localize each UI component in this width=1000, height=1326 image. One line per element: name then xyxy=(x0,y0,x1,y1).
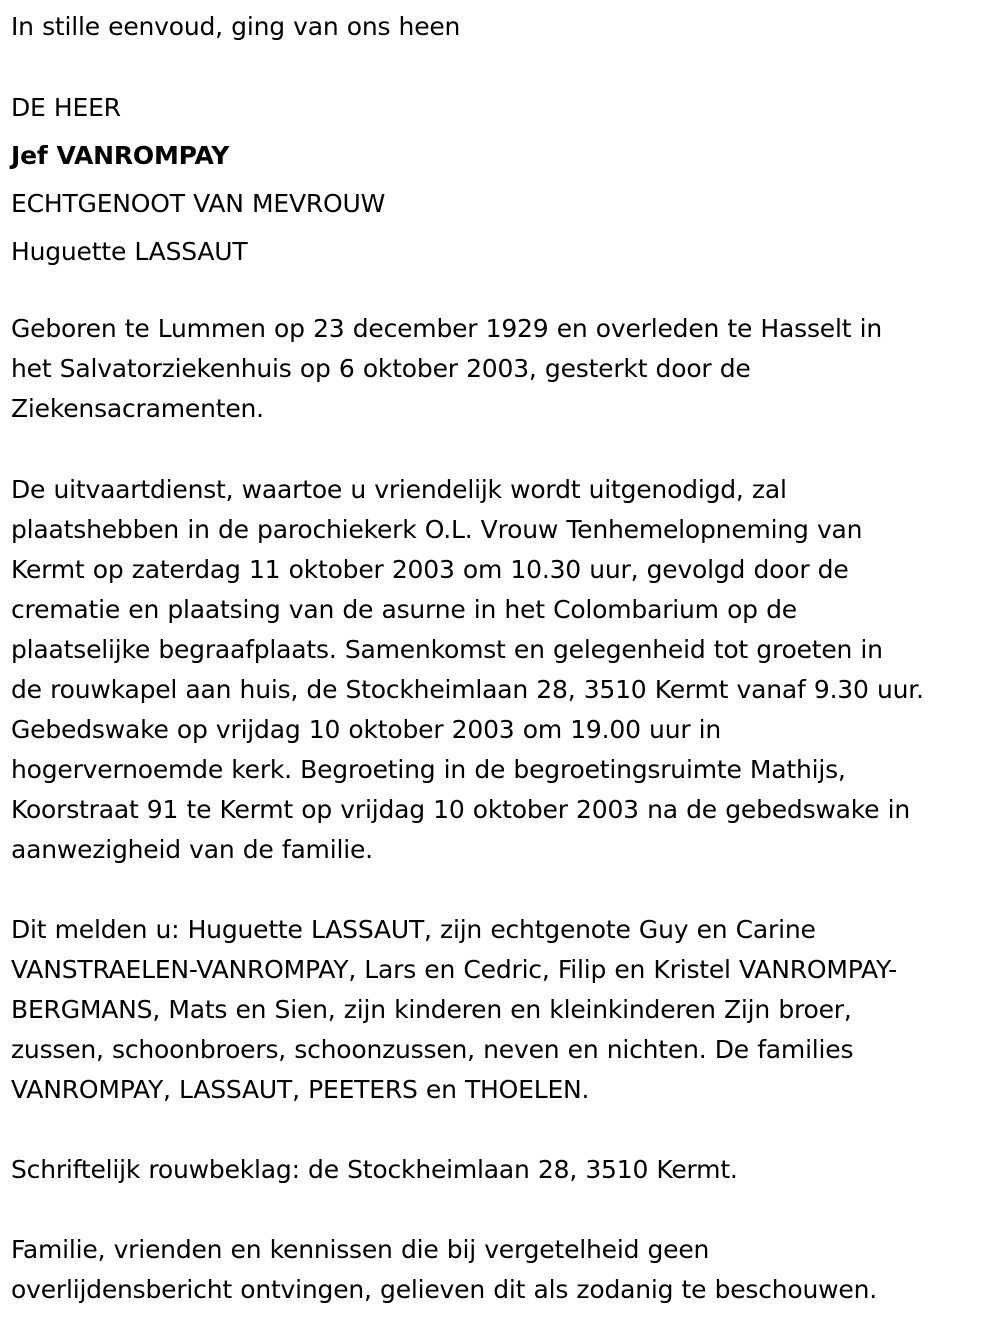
paragraph-line: hogervernoemde kerk. Begroeting in de begroetingsruimte Mathijs, xyxy=(11,755,846,784)
family-notice-paragraph xyxy=(11,1230,877,1310)
paragraph-line: Ziekensacramenten. xyxy=(11,394,264,423)
honorific-title: DE HEER xyxy=(11,93,121,122)
paragraph-line: het Salvatorziekenhuis op 6 oktober 2003, gesterkt door de xyxy=(11,354,751,383)
paragraph-line: de rouwkapel aan huis, de Stockheimlaan 28, 3510 Kermt vanaf 9.30 uur. xyxy=(11,675,924,704)
paragraph-line: VANSTRAELEN-VANROMPAY, Lars en Cedric, Filip en Kristel VANROMPAY- xyxy=(11,955,897,984)
paragraph-line: zussen, schoonbroers, schoonzussen, neven en nichten. De families xyxy=(11,1035,854,1064)
paragraph-line: BERGMANS, Mats en Sien, zijn kinderen en kleinkinderen Zijn broer, xyxy=(11,995,852,1024)
funeral-paragraph xyxy=(11,470,924,870)
paragraph-line: Familie, vrienden en kennissen die bij vergetelheid geen xyxy=(11,1235,710,1264)
condolence-paragraph xyxy=(11,1150,738,1190)
paragraph-line: aanwezigheid van de familie. xyxy=(11,835,373,864)
deceased-name: Jef VANROMPAY xyxy=(11,141,230,170)
paragraph-line: Kermt op zaterdag 11 oktober 2003 om 10.30 uur, gevolgd door de xyxy=(11,555,849,584)
relation-label: ECHTGENOOT VAN MEVROUW xyxy=(11,189,386,218)
paragraph-line: plaatshebben in de parochiekerk O.L. Vrouw Tenhemelopneming van xyxy=(11,515,863,544)
paragraph-line: crematie en plaatsing van de asurne in het Colombarium op de xyxy=(11,595,797,624)
paragraph-line: Schriftelijk rouwbeklag: de Stockheimlaan 28, 3510 Kermt. xyxy=(11,1155,738,1184)
birth-death-paragraph xyxy=(11,309,882,429)
intro-text: In stille eenvoud, ging van ons heen xyxy=(11,12,461,41)
paragraph-line: De uitvaartdienst, waartoe u vriendelijk wordt uitgenodigd, zal xyxy=(11,475,787,504)
deceased-header xyxy=(11,84,385,276)
paragraph-line: Gebedswake op vrijdag 10 oktober 2003 om 19.00 uur in xyxy=(11,715,722,744)
spouse-name: Huguette LASSAUT xyxy=(11,237,248,266)
paragraph-line: overlijdensbericht ontvingen, gelieven dit als zodanig te beschouwen. xyxy=(11,1275,877,1304)
paragraph-line: plaatselijke begraafplaats. Samenkomst en gelegenheid tot groeten in xyxy=(11,635,883,664)
paragraph-line: Dit melden u: Huguette LASSAUT, zijn echtgenote Guy en Carine xyxy=(11,915,816,944)
paragraph-line: VANROMPAY, LASSAUT, PEETERS en THOELEN. xyxy=(11,1075,590,1104)
paragraph-line: Koorstraat 91 te Kermt op vrijdag 10 oktober 2003 na de gebedswake in xyxy=(11,795,910,824)
paragraph-line: Geboren te Lummen op 23 december 1929 en overleden te Hasselt in xyxy=(11,314,882,343)
announcement-paragraph xyxy=(11,910,897,1110)
